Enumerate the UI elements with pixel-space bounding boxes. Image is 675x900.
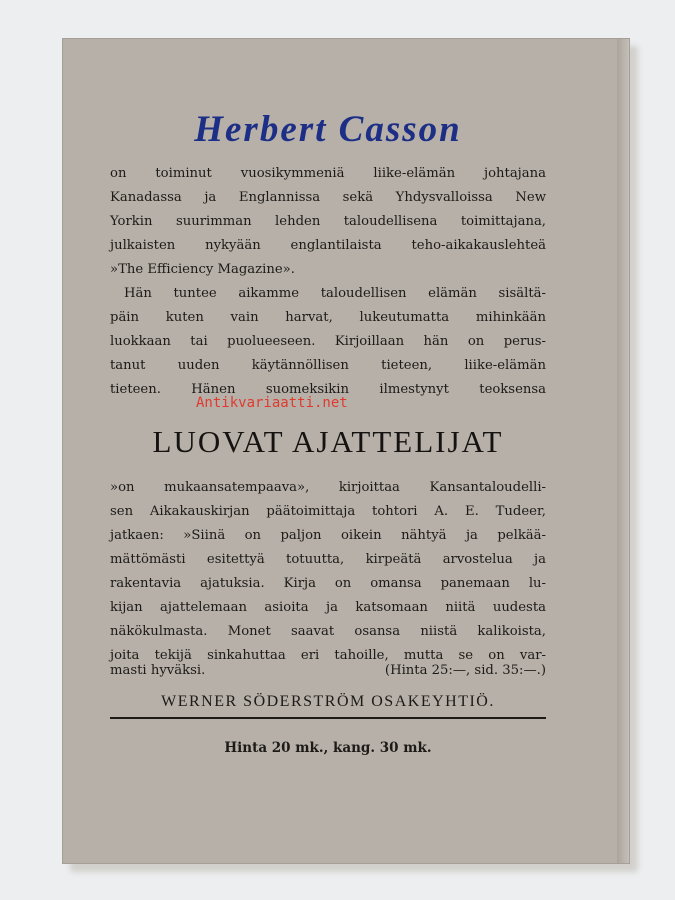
author-name: Herbert Casson (194, 109, 462, 150)
review-line: kijan ajattelemaan asioita ja katsomaan niitä uudesta (110, 600, 546, 615)
review-line: jatkaen: »Siinä on paljon oikein nähtyä ja pelkää- (110, 528, 546, 543)
bio-line: luokkaan tai puolueeseen. Kirjoillaan hän on perus- (110, 334, 546, 349)
bio-line: julkaisten nykyään englantilaista teho-aikakauslehteä (110, 238, 546, 253)
review-line: mättömästi esitettyä totuutta, kirpeätä arvostelua ja (110, 552, 546, 567)
watermark-text: Antikvariaatti.net (196, 395, 348, 411)
review-line: »on mukaansatempaava», kirjoittaa Kansantaloudelli- (110, 480, 546, 495)
book-spine-edge (617, 39, 629, 863)
review-line: näkökulmasta. Monet saavat osansa niistä kalikoista, (110, 624, 546, 639)
price-line: Hinta 20 mk., kang. 30 mk. (224, 740, 432, 756)
bio-line: Hän tuntee aikamme taloudellisen elämän sisältä- (124, 286, 546, 301)
review-price: (Hinta 25:—, sid. 35:—.) (384, 663, 546, 678)
bio-line: tanut uuden käytännöllisen tieteen, liike-elämän (110, 358, 546, 373)
review-line: sen Aikakauskirjan päätoimittaja tohtori A. E. Tudeer, (110, 504, 546, 519)
review-line: masti hyväksi. (110, 663, 206, 678)
bio-line: »The Efficiency Magazine». (110, 262, 295, 277)
review-line: rakentavia ajatuksia. Kirja on omansa panemaan lu- (110, 576, 546, 591)
divider (110, 717, 546, 719)
bio-line: on toiminut vuosikymmeniä liike-elämän johtajana (110, 166, 546, 181)
publisher-name: WERNER SÖDERSTRÖM OSAKEYHTIÖ. (161, 693, 495, 710)
book-title: LUOVAT AJATTELIJAT (152, 424, 504, 459)
review-line: joita tekijä sinkahuttaa eri tahoille, mutta se on var- (110, 648, 546, 663)
bio-line: tieteen. Hänen suomeksikin ilmestynyt teoksensa (110, 382, 546, 397)
bio-line: Kanadassa ja Englannissa sekä Yhdysvalloissa New (110, 190, 546, 205)
bio-line: päin kuten vain harvat, lukeutumatta mihinkään (110, 310, 546, 325)
bio-line: Yorkin suurimman lehden taloudellisena toimittajana, (110, 214, 546, 229)
